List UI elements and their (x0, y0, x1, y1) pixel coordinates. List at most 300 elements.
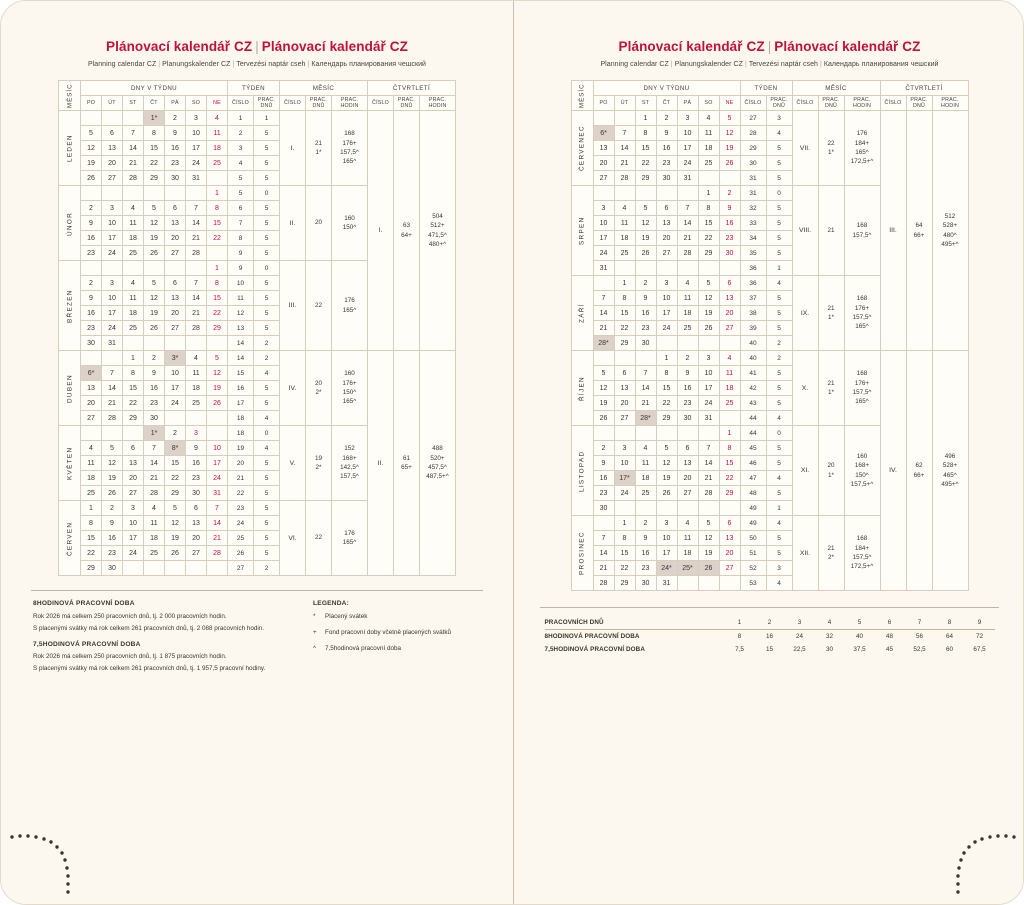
day-cell: 17* (614, 471, 635, 486)
day-cell: 13 (123, 456, 144, 471)
week-number-cell: 9 (228, 261, 254, 276)
day-cell-empty (186, 336, 207, 351)
month-name-cell: DUBEN (59, 351, 81, 426)
subtitle-ru-right: Календарь планирования чешский (823, 61, 939, 68)
week-workdays-cell: 5 (766, 321, 792, 336)
day-cell: 24 (614, 486, 635, 501)
week-number-cell: 27 (740, 111, 766, 126)
legend-block (1, 591, 513, 680)
day-cell: 11 (144, 516, 165, 531)
day-cell: 26 (593, 411, 614, 426)
day-cell: 15 (81, 531, 102, 546)
week-workdays-cell: 4 (254, 411, 280, 426)
day-cell: 21 (102, 396, 123, 411)
day-cell-empty (656, 336, 677, 351)
day-cell-empty (719, 336, 740, 351)
header-month-group-right: MĚSÍC (792, 81, 880, 96)
day-cell: 19 (593, 396, 614, 411)
month-number-cell: VIII. (792, 186, 818, 276)
day-cell: 4 (719, 351, 740, 366)
week-workdays-cell: 5 (254, 321, 280, 336)
week-number-cell: 10 (228, 276, 254, 291)
week-workdays-cell: 5 (766, 396, 792, 411)
week-workdays-cell: 5 (766, 486, 792, 501)
week-number-cell: 4 (228, 156, 254, 171)
day-cell: 15 (656, 381, 677, 396)
day-cell: 31 (186, 171, 207, 186)
day-cell: 31 (593, 261, 614, 276)
month-workdays-cell: 22 (306, 261, 332, 351)
week-number-cell: 43 (740, 396, 766, 411)
day-cell: 3 (677, 111, 698, 126)
day-cell: 3 (593, 201, 614, 216)
summary-cell: 7 (917, 619, 922, 626)
title-cz-a: Plánovací kalendář CZ (106, 39, 253, 54)
day-cell: 2 (677, 351, 698, 366)
month-name-cell: PROSINEC (571, 516, 593, 591)
day-cell: 19 (165, 531, 186, 546)
header-quarter-cislo: ČÍSLO (368, 96, 394, 111)
day-cell: 5 (144, 276, 165, 291)
month-number-cell: XI. (792, 426, 818, 516)
legend-title: LEGENDA: (313, 600, 350, 607)
day-cell-empty (719, 501, 740, 516)
header-quarter-pracdnu: PRAC. DNŮ (394, 96, 420, 111)
day-cell: 16 (677, 381, 698, 396)
quarter-number-cell: II. (368, 351, 394, 576)
week-number-cell: 40 (740, 351, 766, 366)
day-cell: 25 (123, 246, 144, 261)
day-cell: 7 (698, 441, 719, 456)
day-cell: 25 (677, 321, 698, 336)
day-cell: 26 (207, 396, 228, 411)
day-cell-empty (207, 426, 228, 441)
day-cell: 27 (81, 411, 102, 426)
day-cell: 23 (165, 156, 186, 171)
day-cell: 30 (165, 171, 186, 186)
week-number-cell: 16 (228, 381, 254, 396)
subtitle-sep-3: | (307, 61, 310, 68)
week-number-cell: 14 (228, 351, 254, 366)
month-name-cell: LEDEN (59, 111, 81, 186)
week-workdays-cell: 5 (254, 171, 280, 186)
subtitle-hu-right: Tervezési naptár cseh (748, 61, 818, 68)
week-workdays-cell: 0 (254, 261, 280, 276)
day-cell: 5 (719, 111, 740, 126)
day-cell: 14 (593, 546, 614, 561)
day-cell: 2 (635, 276, 656, 291)
day-cell: 1* (144, 426, 165, 441)
day-cell-empty (635, 426, 656, 441)
day-cell-empty (207, 561, 228, 576)
header-month-right: MĚSÍC (571, 81, 593, 111)
week-workdays-cell: 5 (766, 291, 792, 306)
day-cell: 14 (207, 516, 228, 531)
week-number-cell: 20 (228, 456, 254, 471)
day-cell: 27 (614, 411, 635, 426)
day-cell: 15 (165, 456, 186, 471)
day-cell: 22 (614, 321, 635, 336)
day-cell: 13 (656, 216, 677, 231)
week-workdays-cell: 3 (766, 561, 792, 576)
day-cell: 12 (698, 531, 719, 546)
day-cell-empty (698, 576, 719, 591)
week-workdays-cell: 5 (254, 531, 280, 546)
day-cell: 2 (593, 441, 614, 456)
day-cell: 3 (656, 516, 677, 531)
week-number-cell: 5 (228, 186, 254, 201)
day-cell: 11 (123, 291, 144, 306)
day-cell-empty (186, 561, 207, 576)
week-number-cell: 26 (228, 546, 254, 561)
day-cell: 21 (614, 156, 635, 171)
header-dow-ne-right: NE (719, 96, 740, 111)
day-cell: 27 (165, 321, 186, 336)
calendar-week-row (571, 111, 968, 126)
day-cell-empty (123, 261, 144, 276)
day-cell: 12 (656, 456, 677, 471)
week-workdays-cell: 1 (254, 111, 280, 126)
header-month-prachodin: PRAC. HODIN (332, 96, 368, 111)
legend-block2-line1: Rok 2026 má celkem 250 pracovních dnů, tj. 1 875 pracovních hodin. (33, 653, 227, 661)
day-cell: 15 (207, 291, 228, 306)
day-cell: 11 (698, 126, 719, 141)
day-cell: 8 (144, 126, 165, 141)
day-cell: 23 (144, 396, 165, 411)
quarter-workdays-cell: 61 65+ (394, 351, 420, 576)
page-left (1, 1, 513, 904)
week-number-cell: 36 (740, 276, 766, 291)
week-number-cell: 29 (740, 141, 766, 156)
day-cell-empty (123, 561, 144, 576)
day-cell: 16 (635, 306, 656, 321)
week-workdays-cell: 5 (254, 486, 280, 501)
day-cell: 7 (123, 126, 144, 141)
day-cell: 27 (677, 486, 698, 501)
day-cell-empty (719, 411, 740, 426)
month-number-cell: XII. (792, 516, 818, 591)
week-number-cell: 22 (228, 486, 254, 501)
calendar-body-left (59, 111, 456, 576)
day-cell: 6 (123, 441, 144, 456)
day-cell: 10 (207, 441, 228, 456)
right-title-block (514, 1, 1024, 68)
month-workdays-cell: 22 (306, 501, 332, 576)
week-number-cell: 37 (740, 291, 766, 306)
day-cell-empty (593, 426, 614, 441)
day-cell: 28 (102, 411, 123, 426)
day-cell-empty (614, 186, 635, 201)
day-cell: 14 (102, 381, 123, 396)
day-cell: 24 (593, 246, 614, 261)
day-cell: 5 (102, 441, 123, 456)
day-cell: 19 (144, 306, 165, 321)
day-cell: 16 (186, 456, 207, 471)
subtitle-sep-1-right: | (670, 61, 673, 68)
week-workdays-cell: 5 (254, 231, 280, 246)
header-week-pracdnu: PRAC. DNŮ (254, 96, 280, 111)
day-cell: 10 (123, 516, 144, 531)
day-cell-empty (144, 261, 165, 276)
day-cell-empty (144, 561, 165, 576)
week-number-cell: 2 (228, 126, 254, 141)
day-cell: 6 (186, 501, 207, 516)
day-cell-empty (719, 576, 740, 591)
header-dow-so: SO (186, 96, 207, 111)
week-workdays-cell: 1 (766, 261, 792, 276)
week-number-cell: 21 (228, 471, 254, 486)
day-cell: 31 (677, 171, 698, 186)
week-workdays-cell: 5 (766, 156, 792, 171)
day-cell: 8 (123, 366, 144, 381)
day-cell-empty (593, 186, 614, 201)
week-number-cell: 28 (740, 126, 766, 141)
month-name-cell: SRPEN (571, 186, 593, 276)
day-cell: 14 (698, 456, 719, 471)
day-cell: 20 (614, 396, 635, 411)
week-workdays-cell: 4 (254, 441, 280, 456)
day-cell: 11 (614, 216, 635, 231)
day-cell-empty (123, 336, 144, 351)
week-number-cell: 13 (228, 321, 254, 336)
calendar-body-right (571, 111, 968, 591)
day-cell: 7 (635, 366, 656, 381)
month-number-cell: VI. (280, 501, 306, 576)
day-cell: 25 (614, 246, 635, 261)
day-cell: 23 (635, 321, 656, 336)
day-cell: 20 (719, 546, 740, 561)
week-workdays-cell: 5 (254, 501, 280, 516)
day-cell: 23 (635, 561, 656, 576)
day-cell: 14 (635, 381, 656, 396)
day-cell: 13 (81, 381, 102, 396)
quarter-number-cell: I. (368, 111, 394, 351)
summary-cell: 32 (815, 630, 845, 644)
day-cell: 1 (207, 261, 228, 276)
day-cell: 28 (698, 486, 719, 501)
week-number-cell: 12 (228, 306, 254, 321)
day-cell-empty (719, 171, 740, 186)
day-cell: 21 (207, 531, 228, 546)
month-workhours-cell: 160 176+ 150^ 165^ (332, 351, 368, 426)
week-number-cell: 18 (228, 426, 254, 441)
summary-cell: 48 (875, 630, 905, 644)
day-cell: 27 (656, 246, 677, 261)
day-cell: 7 (186, 276, 207, 291)
day-cell: 20 (677, 471, 698, 486)
day-cell: 17 (656, 306, 677, 321)
header-quarter-cislo-right: ČÍSLO (880, 96, 906, 111)
summary-cell: 5 (857, 619, 862, 626)
day-cell-empty (81, 261, 102, 276)
title-separator: | (255, 39, 259, 54)
week-workdays-cell: 5 (254, 126, 280, 141)
day-cell: 25 (635, 486, 656, 501)
month-workhours-cell: 168 176+ 157,5^ 165^ (332, 111, 368, 186)
day-cell: 27 (123, 486, 144, 501)
month-workdays-cell: 20 1* (818, 426, 844, 516)
week-number-cell: 49 (740, 501, 766, 516)
day-cell: 20 (186, 531, 207, 546)
week-number-cell: 51 (740, 546, 766, 561)
week-number-cell: 48 (740, 486, 766, 501)
day-cell-empty (186, 261, 207, 276)
summary-cell: 40 (845, 630, 875, 644)
summary-cell: 37,5 (853, 646, 866, 653)
day-cell: 10 (165, 366, 186, 381)
day-cell: 22 (123, 396, 144, 411)
day-cell: 16 (635, 546, 656, 561)
summary-table (545, 616, 995, 656)
header-dow-ct-right: ČT (656, 96, 677, 111)
page-corner-decoration-right (929, 830, 1019, 900)
week-number-cell: 7 (228, 216, 254, 231)
day-cell: 3 (102, 201, 123, 216)
day-cell: 31 (656, 576, 677, 591)
day-cell: 10 (698, 366, 719, 381)
month-workhours-cell: 168 176+ 157,5^ 165^ (844, 276, 880, 351)
header-days-of-week: DNY V TÝDNU (81, 81, 228, 96)
quarter-workdays-cell: 62 66+ (906, 351, 932, 591)
month-workhours-cell: 176 165^ (332, 261, 368, 351)
day-cell-empty (719, 261, 740, 276)
day-cell: 12 (144, 216, 165, 231)
week-workdays-cell: 2 (766, 336, 792, 351)
day-cell: 18 (123, 231, 144, 246)
quarter-number-cell: IV. (880, 351, 906, 591)
summary-label-8h: 8HODINOVÁ PRACOVNÍ DOBA (545, 630, 725, 644)
day-cell: 21 (123, 156, 144, 171)
month-number-cell: I. (280, 111, 306, 186)
header-dow-po-right: PO (593, 96, 614, 111)
summary-cell: 64 (935, 630, 965, 644)
day-cell: 10 (614, 456, 635, 471)
day-cell: 12 (165, 516, 186, 531)
day-cell: 29 (719, 486, 740, 501)
month-workhours-cell: 160 168+ 150^ 157,5+^ (844, 426, 880, 516)
week-workdays-cell: 5 (766, 456, 792, 471)
day-cell: 4 (123, 201, 144, 216)
day-cell-empty (144, 336, 165, 351)
legend-block1-line1: Rok 2026 má celkem 250 pracovních dnů, tj. 2 000 pracovních hodin. (33, 612, 227, 620)
day-cell: 12 (593, 381, 614, 396)
day-cell-empty (677, 186, 698, 201)
day-cell: 9 (677, 366, 698, 381)
day-cell-empty (635, 351, 656, 366)
day-cell-empty (698, 426, 719, 441)
calendar-week-row (59, 351, 456, 366)
day-cell: 17 (165, 381, 186, 396)
day-cell: 20 (165, 231, 186, 246)
day-cell: 17 (698, 381, 719, 396)
day-cell: 21 (677, 231, 698, 246)
week-number-cell: 45 (740, 441, 766, 456)
day-cell: 24 (207, 471, 228, 486)
day-cell: 22 (144, 156, 165, 171)
summary-cell: 30 (825, 646, 833, 653)
legend-item-holiday (313, 612, 481, 622)
day-cell: 24 (165, 396, 186, 411)
week-number-cell: 25 (228, 531, 254, 546)
summary-cell: 1 (737, 619, 742, 626)
day-cell: 9 (81, 291, 102, 306)
day-cell-empty (656, 261, 677, 276)
week-number-cell: 31 (740, 171, 766, 186)
day-cell: 2 (719, 186, 740, 201)
day-cell-empty (593, 111, 614, 126)
day-cell: 7 (677, 201, 698, 216)
week-workdays-cell: 0 (254, 186, 280, 201)
day-cell: 24 (102, 321, 123, 336)
day-cell: 9 (102, 516, 123, 531)
day-cell: 23 (677, 396, 698, 411)
day-cell: 4 (635, 441, 656, 456)
day-cell-empty (656, 501, 677, 516)
month-workhours-cell: 152 168+ 142,5^ 157,5^ (332, 426, 368, 501)
day-cell: 2 (144, 351, 165, 366)
day-cell: 20 (593, 156, 614, 171)
day-cell: 11 (635, 456, 656, 471)
week-workdays-cell: 5 (766, 531, 792, 546)
day-cell: 29 (656, 411, 677, 426)
day-cell: 7 (186, 201, 207, 216)
day-cell: 16 (719, 216, 740, 231)
quarter-workhours-cell: 504 512+ 471,5^ 480+^ (420, 111, 456, 351)
day-cell: 3 (123, 501, 144, 516)
day-cell-empty (165, 261, 186, 276)
day-cell: 5 (698, 276, 719, 291)
header-week-right: TÝDEN (740, 81, 792, 96)
summary-cell: 3 (797, 619, 802, 626)
day-cell: 3 (102, 276, 123, 291)
title-cz-b-right: Plánovací kalendář CZ (774, 39, 921, 54)
day-cell-empty (123, 426, 144, 441)
summary-cell: 24 (785, 630, 815, 644)
day-cell: 19 (719, 141, 740, 156)
header-month-cislo-right: ČÍSLO (792, 96, 818, 111)
month-name-cell: ÚNOR (59, 186, 81, 261)
subtitle-de-right: Planungskalender CZ (674, 61, 743, 68)
summary-divider-top (540, 607, 999, 608)
header-quarter-prachodin: PRAC. HODIN (420, 96, 456, 111)
day-cell: 13 (677, 456, 698, 471)
week-number-cell: 23 (228, 501, 254, 516)
day-cell: 2 (635, 516, 656, 531)
day-cell: 25* (677, 561, 698, 576)
week-number-cell: 19 (228, 441, 254, 456)
legend-text-75: 7,5hodinová pracovní doba (325, 644, 401, 652)
day-cell: 29 (635, 171, 656, 186)
day-cell: 9 (719, 201, 740, 216)
day-cell: 22 (165, 471, 186, 486)
week-workdays-cell: 5 (766, 246, 792, 261)
week-number-cell: 11 (228, 291, 254, 306)
summary-cell: 60 (945, 646, 953, 653)
day-cell: 17 (102, 231, 123, 246)
week-number-cell: 46 (740, 456, 766, 471)
day-cell: 7 (102, 366, 123, 381)
calendar-table-left (58, 80, 456, 576)
day-cell: 6 (656, 201, 677, 216)
day-cell: 21 (698, 471, 719, 486)
month-number-cell: IX. (792, 276, 818, 351)
week-number-cell: 42 (740, 381, 766, 396)
day-cell: 28 (207, 546, 228, 561)
week-number-cell: 30 (740, 156, 766, 171)
day-cell: 30 (677, 411, 698, 426)
day-cell: 10 (102, 216, 123, 231)
month-number-cell: IV. (280, 351, 306, 426)
